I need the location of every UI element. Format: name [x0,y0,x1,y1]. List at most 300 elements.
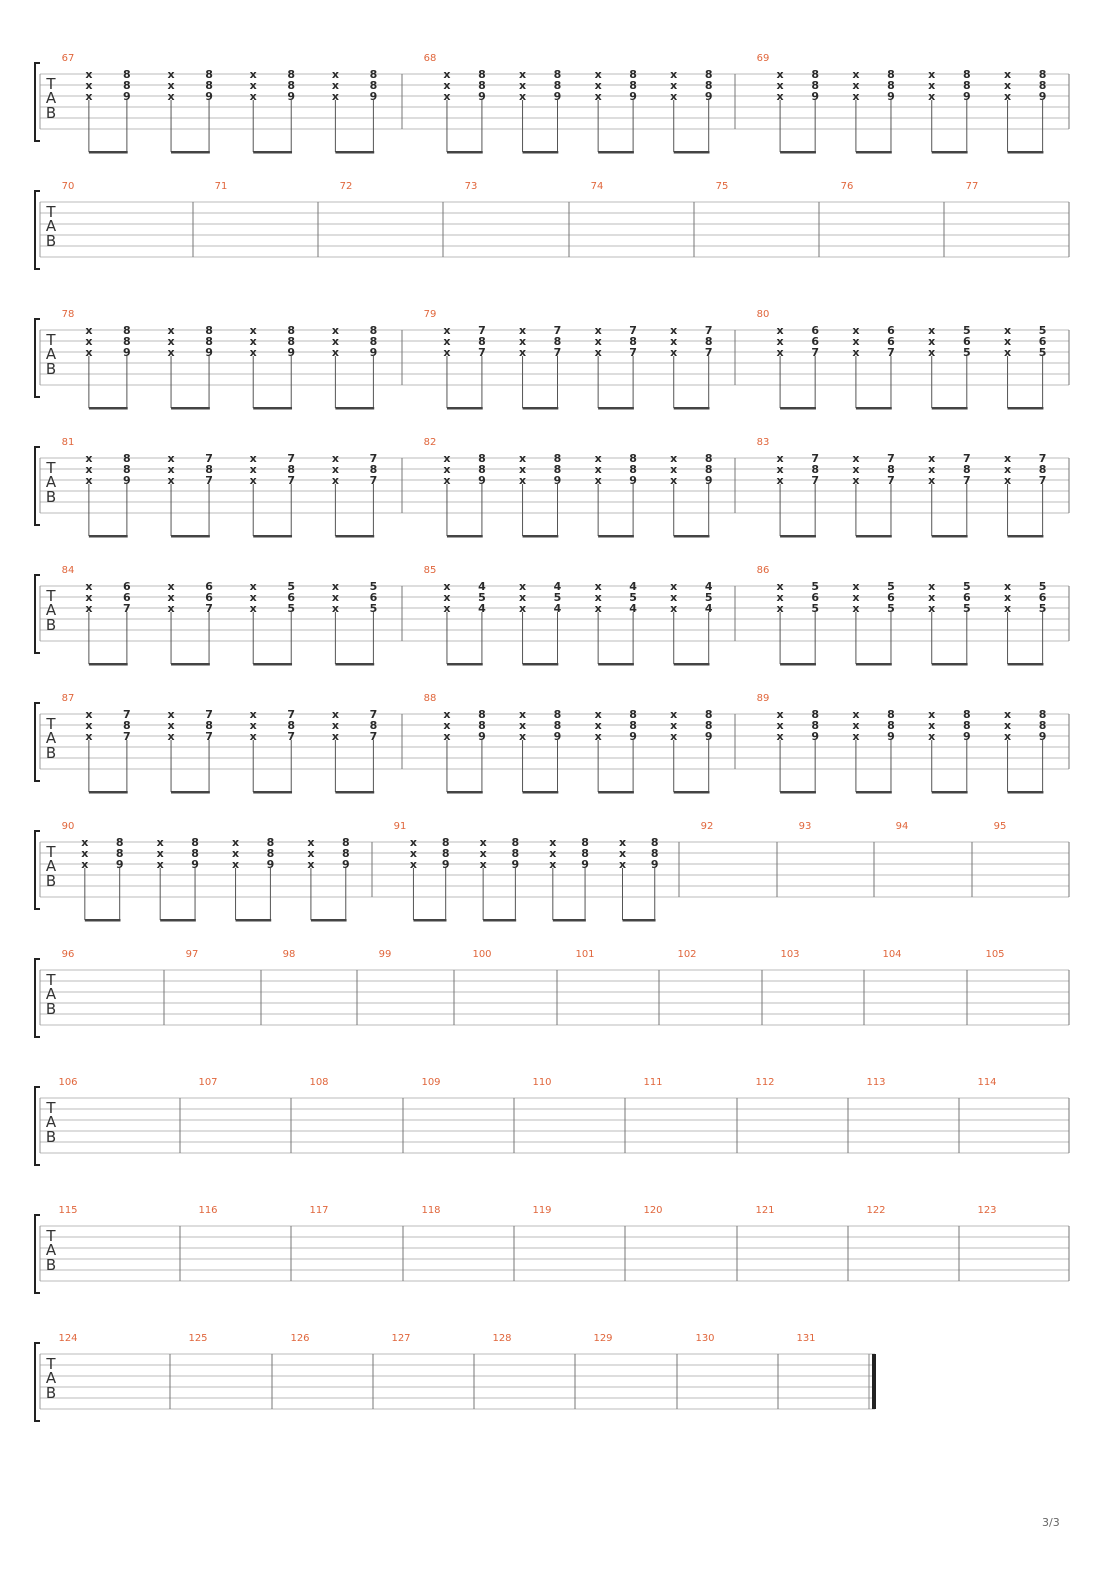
system-bracket [35,319,40,397]
fret-number: 5 [287,602,296,615]
fret-number: 6 [811,324,819,337]
fret-number: 7 [811,452,819,465]
dead-note: x [928,324,936,337]
beam [674,407,710,410]
dead-note: x [443,79,451,92]
dead-note: x [594,346,602,359]
fret-number: 4 [629,580,637,593]
beam [523,407,559,410]
measure-number: 122 [866,1205,886,1216]
fret-number: 8 [287,463,296,476]
dead-note: x [249,335,257,348]
beam [89,407,128,410]
dead-note: x [518,79,527,92]
beam [335,791,374,794]
measure-number: 108 [309,1077,329,1088]
system-bracket [35,63,40,141]
dead-note: x [1003,463,1012,476]
tab-clef-a: A [45,1113,57,1131]
dead-note: x [852,474,860,487]
staff-system [35,53,1069,154]
dead-note: x [776,602,784,615]
fret-number: 8 [287,79,296,92]
dead-note: x [1003,346,1012,359]
dead-note: x [331,452,339,465]
fret-number: 8 [1038,719,1047,732]
fret-number: 7 [629,324,637,337]
fret-number: 9 [629,474,637,487]
beam [523,791,559,794]
fret-number: 8 [811,463,819,476]
dead-note: x [85,730,93,743]
measure-number: 126 [290,1333,310,1344]
fret-number: 9 [553,474,562,487]
beam [171,663,210,666]
dead-note: x [1003,580,1012,593]
measure-number: 76 [840,181,854,192]
dead-note: x [1003,335,1012,348]
dead-note: x [331,719,339,732]
beam [932,663,968,666]
measure-number: 116 [198,1205,218,1216]
fret-number: 9 [887,730,895,743]
dead-note: x [776,591,784,604]
fret-number: 6 [369,591,378,604]
system-bracket [35,1087,40,1165]
dead-note: x [776,79,784,92]
fret-number: 8 [629,68,637,81]
beam [483,919,516,922]
dead-note: x [167,463,175,476]
fret-number: 8 [650,847,659,860]
dead-note: x [928,591,936,604]
dead-note: x [249,708,257,721]
fret-number: 8 [553,335,562,348]
fret-number: 7 [887,346,895,359]
measure-number: 111 [643,1077,663,1088]
fret-number: 9 [341,858,350,871]
measure-number: 79 [423,309,437,320]
measure-number: 97 [185,949,199,960]
dead-note: x [249,90,257,103]
dead-note: x [670,708,678,721]
tab-clef-a: A [45,857,57,875]
fret-number: 8 [629,463,637,476]
fret-number: 5 [962,346,971,359]
fret-number: 8 [704,335,713,348]
fret-number: 8 [704,79,713,92]
fret-number: 8 [704,708,713,721]
fret-number: 6 [962,335,971,348]
fret-number: 7 [1038,452,1047,465]
fret-number: 6 [287,591,296,604]
fret-number: 9 [581,858,589,871]
measure-number: 128 [492,1333,512,1344]
fret-number: 6 [811,591,819,604]
dead-note: x [928,730,936,743]
fret-number: 4 [629,602,637,615]
fret-number: 8 [629,452,637,465]
tab-clef-a: A [45,985,57,1003]
dead-note: x [670,730,678,743]
fret-number: 5 [287,580,296,593]
fret-number: 9 [887,90,895,103]
fret-number: 7 [123,602,131,615]
fret-number: 8 [123,79,131,92]
fret-number: 9 [478,90,486,103]
dead-note: x [670,335,678,348]
fret-number: 5 [1038,346,1047,359]
fret-number: 8 [369,79,378,92]
dead-note: x [307,847,315,860]
fret-number: 7 [887,452,895,465]
beam [171,151,210,154]
beam [598,407,634,410]
beam [447,791,483,794]
dead-note: x [249,452,257,465]
dead-note: x [594,335,602,348]
dead-note: x [594,719,602,732]
fret-number: 8 [511,836,520,849]
beam [1008,663,1044,666]
fret-number: 8 [478,68,486,81]
fret-number: 6 [962,591,971,604]
beam [335,407,374,410]
fret-number: 7 [287,452,296,465]
fret-number: 8 [629,79,637,92]
fret-number: 6 [123,591,131,604]
dead-note: x [331,346,339,359]
dead-note: x [167,474,175,487]
fret-number: 8 [629,708,637,721]
beam [523,151,559,154]
dead-note: x [443,452,451,465]
beam [89,791,128,794]
beam [598,791,634,794]
dead-note: x [852,463,860,476]
fret-number: 7 [287,708,296,721]
tab-clef-t: T [46,459,56,477]
dead-note: x [852,452,860,465]
dead-note: x [85,474,93,487]
dead-note: x [156,836,164,849]
beam [253,407,292,410]
tab-clef-t: T [46,75,56,93]
beam [674,663,710,666]
fret-number: 7 [811,346,819,359]
fret-number: 9 [191,858,199,871]
fret-number: 9 [441,858,450,871]
measure-number: 98 [282,949,296,960]
fret-number: 7 [704,346,713,359]
fret-number: 8 [1038,708,1047,721]
dead-note: x [85,708,93,721]
fret-number: 8 [553,708,562,721]
measure-number: 115 [58,1205,78,1216]
fret-number: 7 [962,452,971,465]
measure-number: 100 [472,949,492,960]
fret-number: 8 [1038,463,1047,476]
fret-number: 8 [478,79,486,92]
dead-note: x [928,463,936,476]
fret-number: 6 [123,580,131,593]
dead-note: x [331,580,339,593]
fret-number: 9 [123,90,131,103]
beam [447,663,483,666]
dead-note: x [331,730,339,743]
staff-system [35,437,1069,538]
measure-number: 104 [882,949,902,960]
fret-number: 6 [811,335,819,348]
fret-number: 9 [369,90,378,103]
tab-clef-a: A [45,601,57,619]
beam [780,535,816,538]
fret-number: 7 [369,452,378,465]
measure-number: 80 [756,309,770,320]
measure-number: 96 [61,949,75,960]
dead-note: x [594,708,602,721]
fret-number: 6 [887,324,895,337]
fret-number: 6 [1038,335,1047,348]
fret-number: 9 [704,730,713,743]
system-bracket [35,1215,40,1293]
dead-note: x [1003,708,1012,721]
dead-note: x [167,730,175,743]
dead-note: x [776,580,784,593]
dead-note: x [518,730,527,743]
dead-note: x [1003,730,1012,743]
fret-number: 8 [369,719,378,732]
dead-note: x [85,591,93,604]
dead-note: x [249,719,257,732]
beam [598,663,634,666]
beam [1008,791,1044,794]
dead-note: x [81,847,89,860]
dead-note: x [231,836,240,849]
beam [598,535,634,538]
dead-note: x [549,858,557,871]
beam [674,151,710,154]
fret-number: 5 [1038,602,1047,615]
dead-note: x [167,591,175,604]
fret-number: 7 [553,324,562,337]
dead-note: x [670,591,678,604]
beam [413,919,446,922]
beam [553,919,586,922]
system-bracket [35,703,40,781]
dead-note: x [443,708,451,721]
measure-number: 71 [214,181,228,192]
dead-note: x [167,346,175,359]
fret-number: 5 [811,602,819,615]
dead-note: x [1003,90,1012,103]
measure-number: 78 [61,309,75,320]
dead-note: x [852,730,860,743]
fret-number: 8 [962,719,971,732]
beam [523,535,559,538]
measure-number: 85 [423,565,437,576]
dead-note: x [518,708,527,721]
dead-note: x [443,719,451,732]
fret-number: 8 [369,324,378,337]
measure-number: 123 [977,1205,997,1216]
fret-number: 9 [205,90,213,103]
fret-number: 8 [581,836,589,849]
beam [932,151,968,154]
dead-note: x [518,591,527,604]
tab-clef-a: A [45,89,57,107]
dead-note: x [518,474,527,487]
beam [171,791,210,794]
measure-number: 88 [423,693,437,704]
dead-note: x [81,858,89,871]
measure-number: 90 [61,821,75,832]
fret-number: 9 [962,730,971,743]
measure-number: 117 [309,1205,329,1216]
fret-number: 8 [553,719,562,732]
dead-note: x [594,324,602,337]
measure-number: 84 [61,565,75,576]
dead-note: x [594,463,602,476]
dead-note: x [549,847,557,860]
fret-number: 6 [1038,591,1047,604]
fret-number: 9 [287,90,296,103]
system-bracket [35,959,40,1037]
tab-clef-t: T [46,1227,56,1245]
fret-number: 9 [704,474,713,487]
fret-number: 8 [441,847,450,860]
beam [780,663,816,666]
measure-number: 109 [421,1077,441,1088]
dead-note: x [167,90,175,103]
measure-number: 130 [695,1333,715,1344]
fret-number: 5 [629,591,637,604]
fret-number: 8 [887,79,895,92]
dead-note: x [852,591,860,604]
dead-note: x [249,346,257,359]
dead-note: x [928,68,936,81]
fret-number: 7 [553,346,562,359]
measure-number: 112 [755,1077,775,1088]
dead-note: x [443,602,451,615]
tab-clef-t: T [46,843,56,861]
fret-number: 4 [704,580,713,593]
fret-number: 8 [341,836,350,849]
fret-number: 8 [266,847,275,860]
fret-number: 9 [266,858,275,871]
fret-number: 9 [123,474,131,487]
tab-clef-a: A [45,1241,57,1259]
tab-clef-b: B [45,232,57,250]
dead-note: x [928,346,936,359]
fret-number: 5 [553,591,562,604]
beam [932,407,968,410]
tab-clef-a: A [45,729,57,747]
measure-number: 113 [866,1077,886,1088]
fret-number: 8 [887,463,895,476]
fret-number: 5 [962,324,971,337]
dead-note: x [852,90,860,103]
dead-note: x [331,708,339,721]
tab-clef-a: A [45,345,57,363]
fret-number: 8 [205,335,213,348]
fret-number: 8 [962,708,971,721]
dead-note: x [670,79,678,92]
fret-number: 8 [962,463,971,476]
dead-note: x [331,335,339,348]
measure-number: 131 [796,1333,816,1344]
measure-number: 69 [756,53,770,64]
fret-number: 9 [704,90,713,103]
beam [598,151,634,154]
dead-note: x [331,474,339,487]
fret-number: 4 [553,602,562,615]
dead-note: x [167,602,175,615]
fret-number: 7 [629,346,637,359]
beam [253,663,292,666]
fret-number: 8 [123,463,131,476]
dead-note: x [85,335,93,348]
measure-number: 120 [643,1205,663,1216]
dead-note: x [928,580,936,593]
fret-number: 8 [266,836,275,849]
tab-clef-b: B [45,872,57,890]
beam [85,919,121,922]
fret-number: 8 [704,463,713,476]
fret-number: 8 [205,79,213,92]
dead-note: x [852,335,860,348]
staff-system [35,1333,876,1421]
dead-note: x [231,858,240,871]
fret-number: 7 [123,730,131,743]
dead-note: x [443,580,451,593]
dead-note: x [479,858,487,871]
dead-note: x [928,90,936,103]
fret-number: 5 [478,591,486,604]
measure-number: 87 [61,693,75,704]
measure-number: 75 [715,181,729,192]
measure-number: 86 [756,565,770,576]
dead-note: x [518,463,527,476]
dead-note: x [670,324,678,337]
page-number: 3/3 [1042,1516,1060,1529]
beam [447,407,483,410]
staff-system [35,821,1069,922]
dead-note: x [776,90,784,103]
dead-note: x [167,708,175,721]
fret-number: 9 [1038,90,1047,103]
tab-clef-t: T [46,587,56,605]
measure-number: 124 [58,1333,78,1344]
dead-note: x [928,719,936,732]
staff-system [35,565,1069,666]
dead-note: x [776,324,784,337]
beam [1008,407,1044,410]
fret-number: 8 [1038,68,1047,81]
beam [447,535,483,538]
dead-note: x [549,836,557,849]
dead-note: x [852,79,860,92]
measure-number: 70 [61,181,75,192]
beam [623,919,656,922]
dead-note: x [776,463,784,476]
measure-number: 74 [590,181,604,192]
dead-note: x [928,79,936,92]
fret-number: 7 [205,474,213,487]
fret-number: 4 [704,602,713,615]
measure-number: 81 [61,437,75,448]
fret-number: 5 [1038,580,1047,593]
